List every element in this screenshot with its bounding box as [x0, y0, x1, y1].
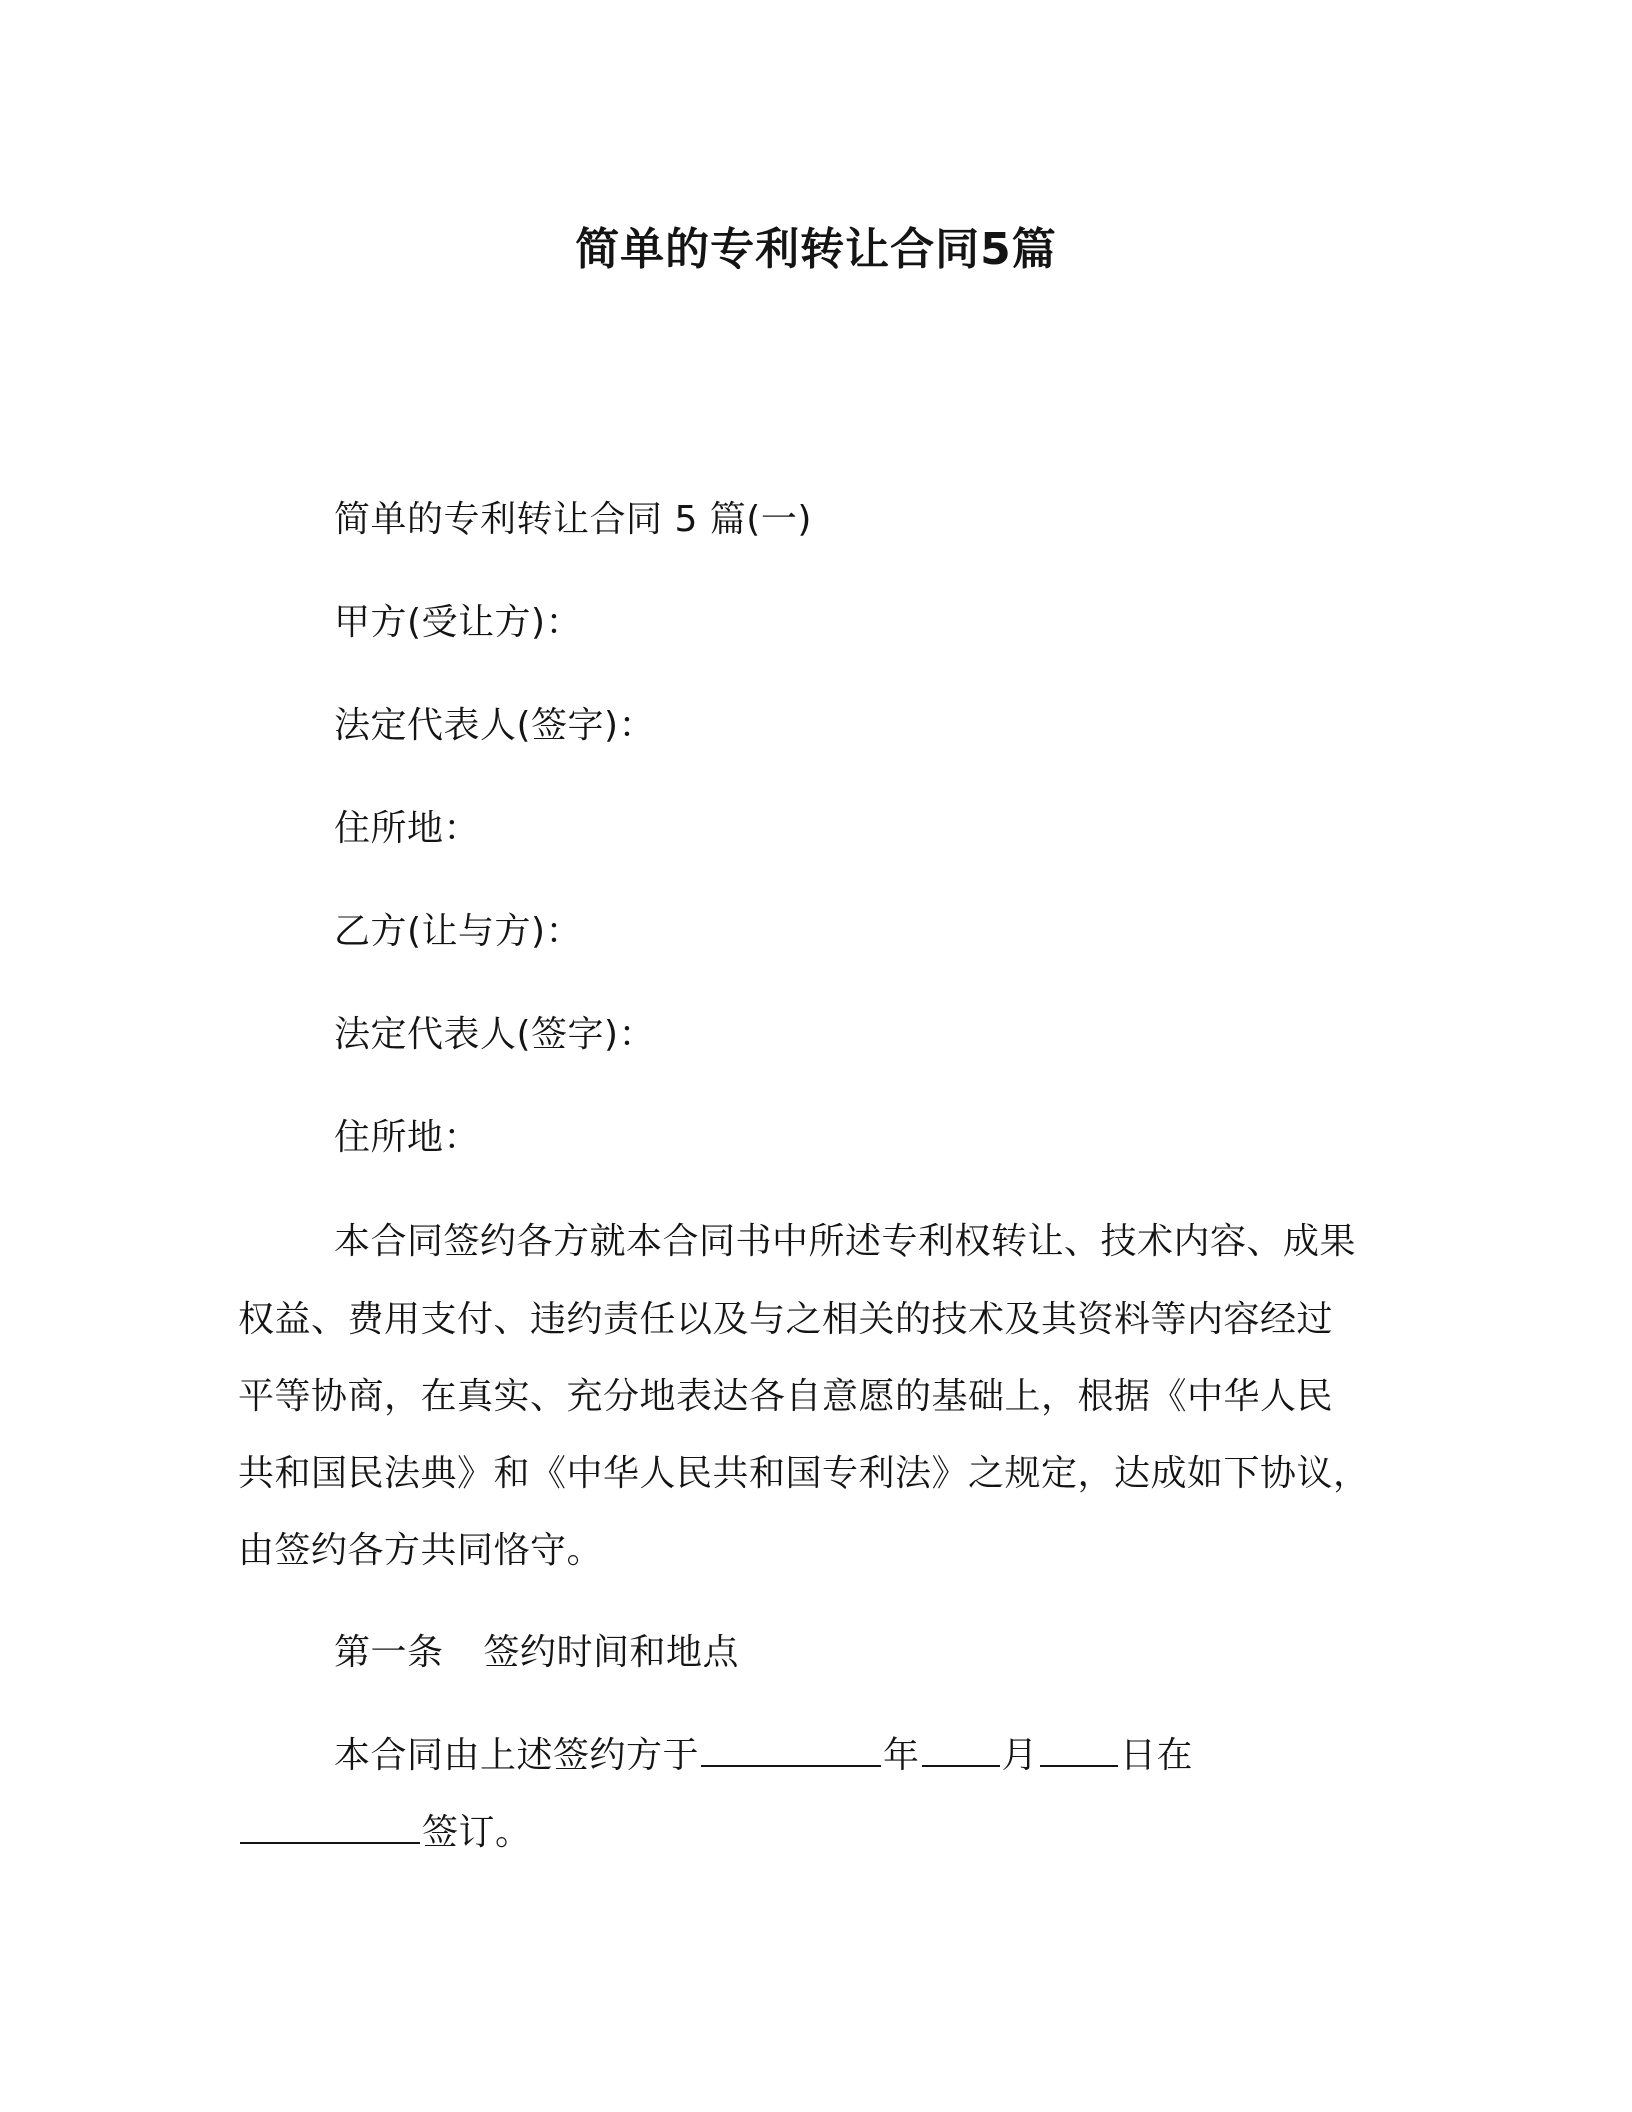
paragraph-line: 由签约各方共同恪守。 [238, 1530, 604, 1571]
year-blank[interactable] [701, 1731, 881, 1767]
paragraph-line: 权益、费用支付、违约责任以及与之相关的技术及其资料等内容经过 [238, 1299, 1334, 1340]
day-blank[interactable] [1040, 1731, 1118, 1767]
party-b-representative-label: 法定代表人(签字)： [334, 1014, 656, 1055]
month-blank[interactable] [922, 1731, 1000, 1767]
paragraph-line: 本合同签约各方就本合同书中所述专利权转让、技术内容、成果 [334, 1221, 1357, 1262]
party-a-label: 甲方(受让方)： [334, 602, 583, 643]
place-blank[interactable] [240, 1808, 420, 1844]
party-a-address-label: 住所地： [334, 808, 481, 849]
section-heading: 简单的专利转让合同 5 篇(一) [334, 499, 812, 540]
party-a-representative-label: 法定代表人(签字)： [334, 705, 656, 746]
document-title: 简单的专利转让合同5篇 [575, 224, 1057, 275]
party-b-label: 乙方(让与方)： [334, 911, 583, 952]
party-b-address-label: 住所地： [334, 1117, 481, 1158]
month-label: 月 [1001, 1735, 1039, 1776]
article-1-heading [334, 1629, 739, 1677]
article-title: 签约时间和地点 [483, 1632, 740, 1673]
paragraph-line: 平等协商，在真实、充分地表达各自意愿的基础上，根据《中华人民 [238, 1376, 1334, 1417]
signing-text: 本合同由上述签约方于 [334, 1735, 700, 1776]
paragraph-line: 共和国民法典》和《中华人民共和国专利法》之规定，达成如下协议， [238, 1453, 1370, 1494]
day-label: 日在 [1120, 1735, 1194, 1776]
article-1-body-line [334, 1731, 1193, 1780]
article-number: 第一条 [334, 1632, 444, 1673]
article-1-body-line [238, 1808, 532, 1857]
year-label: 年 [883, 1735, 920, 1776]
signed-label: 签订。 [422, 1812, 532, 1853]
